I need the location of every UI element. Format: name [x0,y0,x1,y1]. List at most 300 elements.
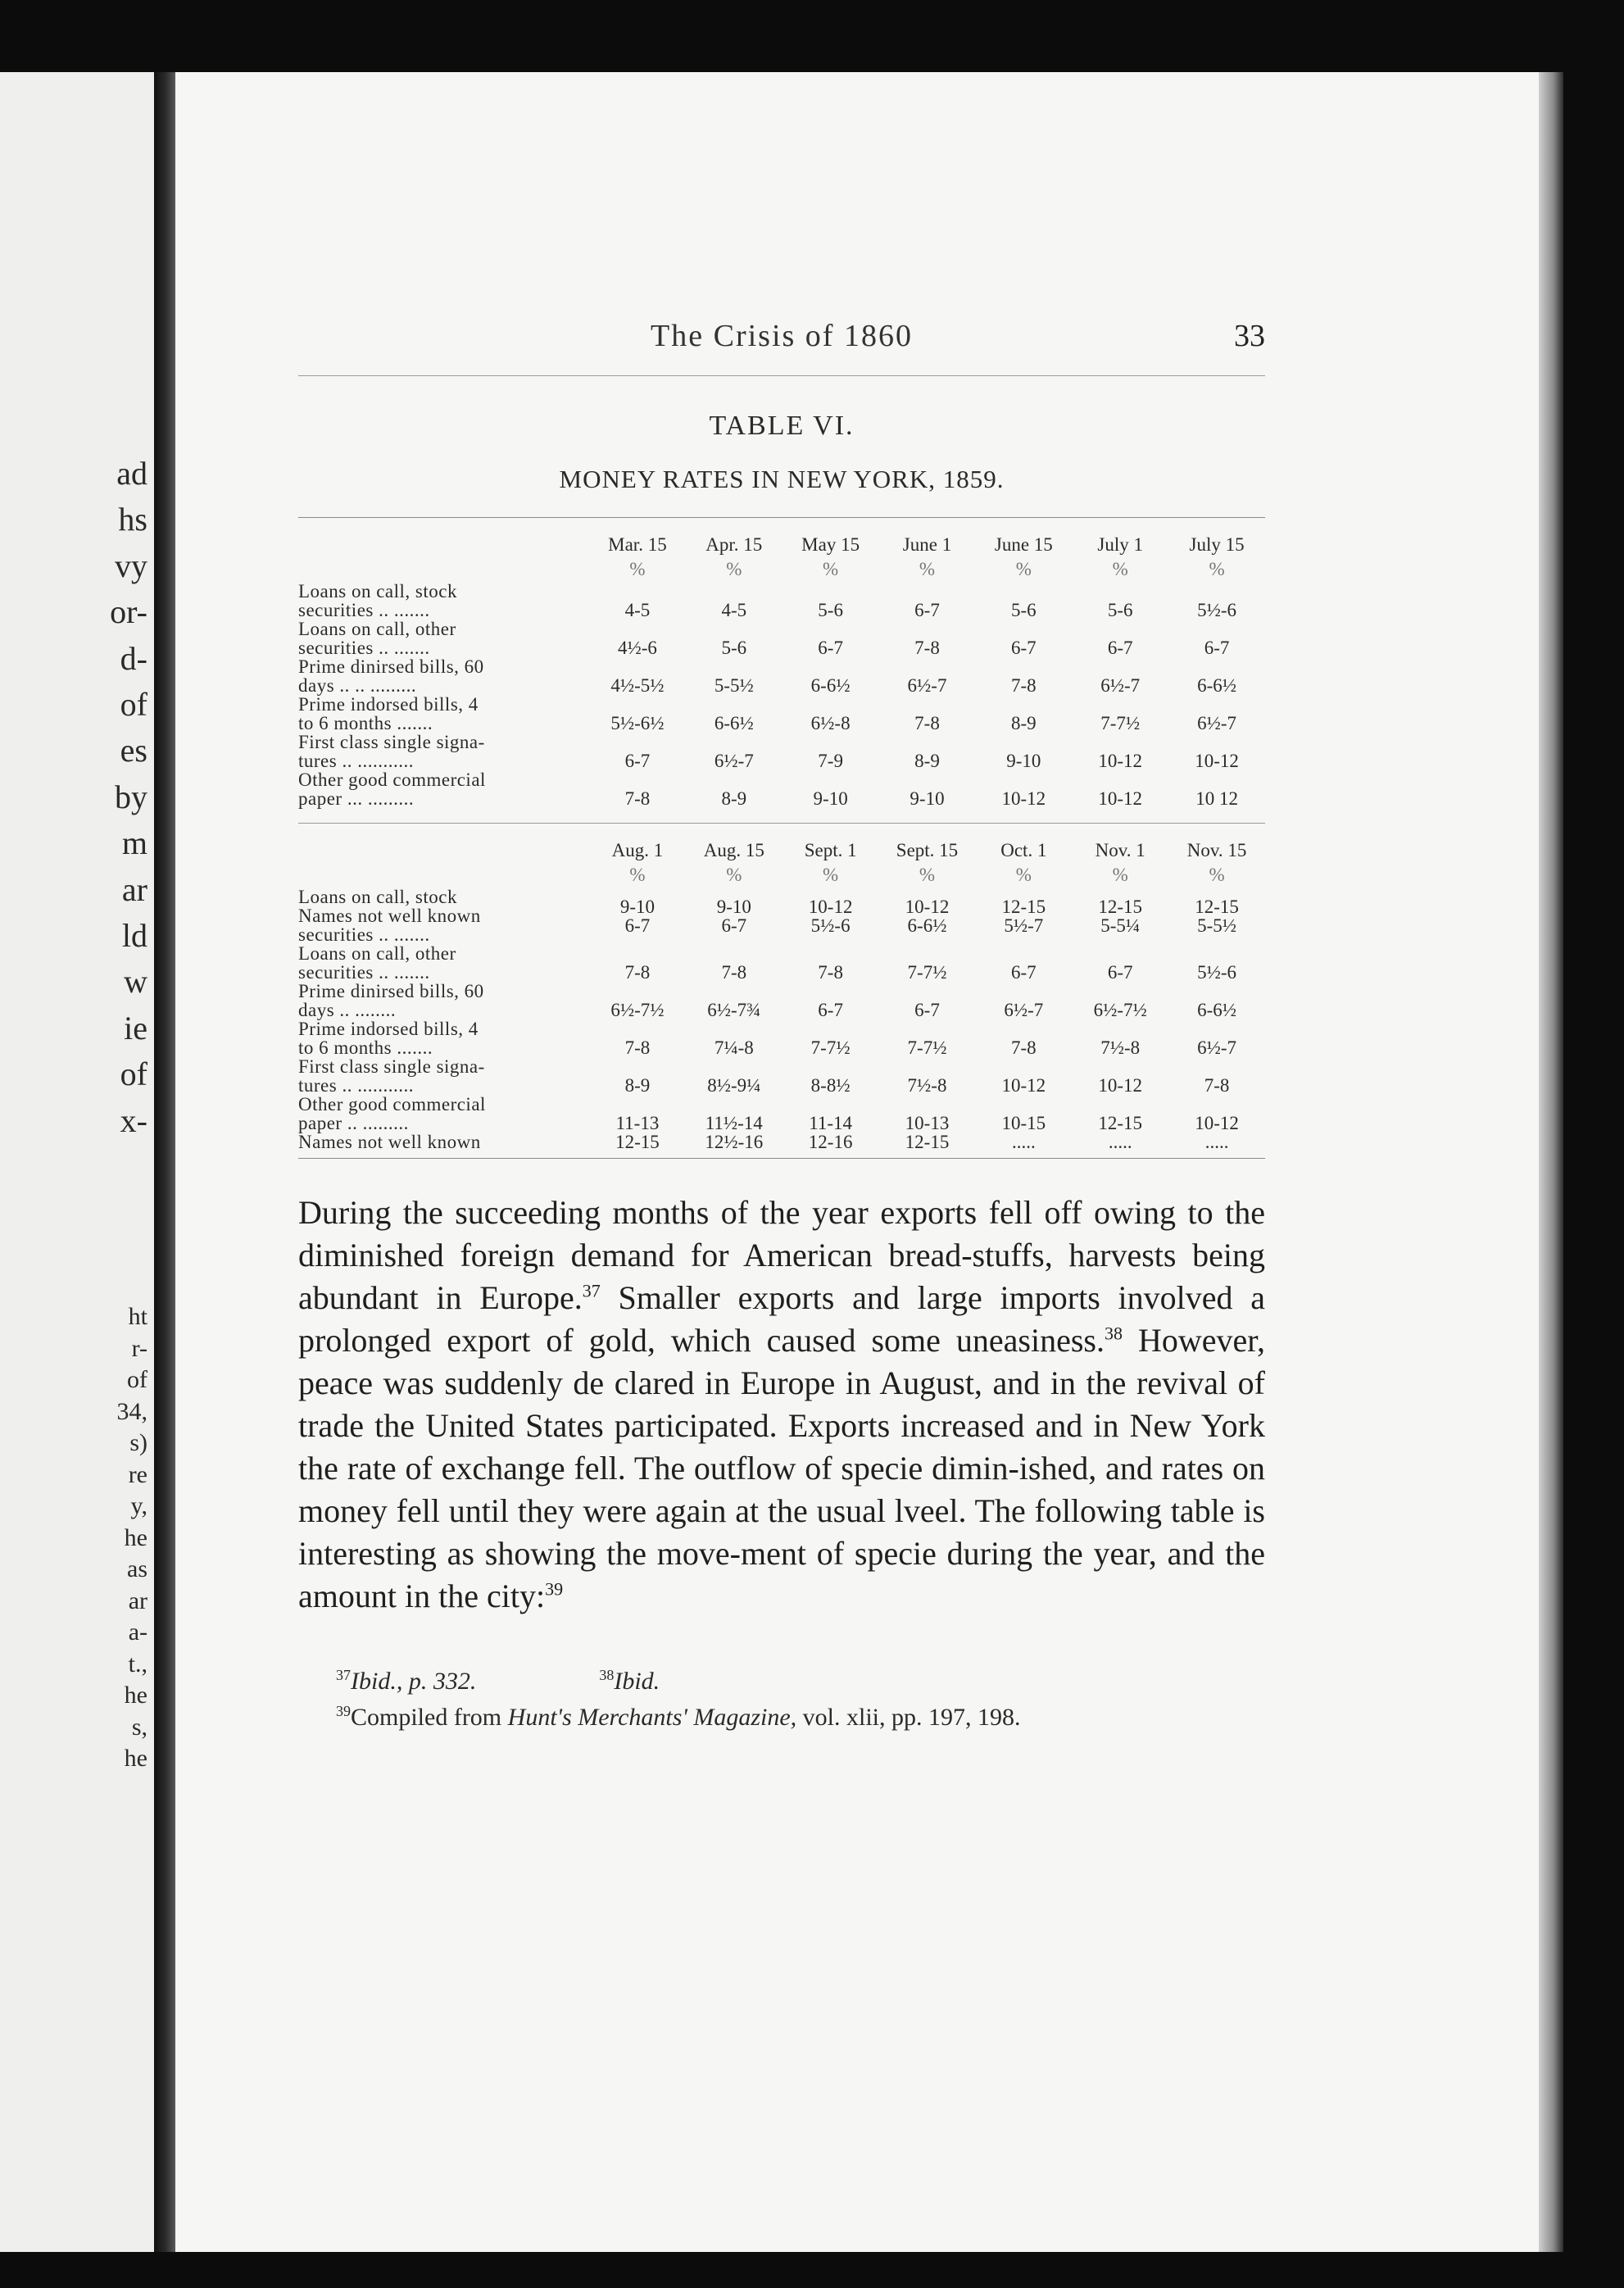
cell-value: 5½-7 [1004,915,1044,936]
table-cell [589,714,686,733]
table-cell [1072,1114,1168,1133]
cell-value: 6-7 [914,1000,940,1020]
cell-value: 5-5¼ [1100,915,1141,936]
table-cell [783,1001,879,1019]
column-header: Apr. 15 [705,534,763,555]
footnote-ref-37[interactable]: 37 [582,1280,601,1301]
left-page-fragment: t., [128,1650,147,1677]
unit-label: % [726,865,742,885]
cell-value: 7-8 [624,962,651,983]
cell-value: 5-6 [721,638,747,658]
table-title: TABLE VI. [709,411,855,441]
cell-value: 8-9 [1011,713,1037,733]
table-cell [783,638,879,657]
left-page-fragment: vy [115,547,147,584]
cell-value: ..... [1108,1132,1132,1152]
row-label-line: Names not well known [298,1132,481,1152]
unit-label: % [1209,559,1225,579]
left-page-fragments-bottom [0,1301,147,1775]
row-label-line: to 6 months ....... [298,713,433,733]
cell-value: 7-8 [818,962,843,983]
table-cell [1072,638,1168,657]
page-edge [1539,72,1563,2252]
cell-value: 11-13 [615,1113,660,1133]
table-cell [686,676,783,695]
table-cell [975,676,1072,695]
row-label [298,1019,589,1057]
body-text-part: Smaller exports and large imports involved a prolonged export of gold, which caused some uneasiness. [298,1279,1265,1359]
table-cell [589,638,686,657]
cell-value: 4-5 [624,600,651,620]
cell-value: 9-10 [910,788,945,809]
cell-value: 7½-8 [1100,1037,1141,1058]
footnote-39-rest: vol. xlii, pp. 197, 198. [796,1704,1021,1731]
table-cell [1168,897,1265,935]
table-cell [1072,1076,1168,1095]
table-cell [783,751,879,770]
table-cell [686,1076,783,1095]
cell-value: 6-7 [914,600,940,620]
column-header: Sept. 1 [804,840,857,860]
table-cell [1072,601,1168,620]
table-cell [1168,638,1265,657]
row-label-line: paper .. ......... [298,1113,409,1133]
column-header: Aug. 1 [611,840,664,860]
row-label-line: securities .. ....... [298,924,430,945]
table-cell [783,1114,879,1133]
cell-value: 7-7½ [907,962,947,983]
table-cell [783,789,879,808]
table-cell [879,789,976,808]
footnote-number: 38 [599,1667,615,1683]
table-cell [686,1038,783,1057]
table-cell [686,789,783,808]
table-cell [1168,1076,1265,1095]
cell-value: 5½-6½ [610,713,665,733]
footnote-37-text: Ibid., p. 332. [351,1668,477,1695]
table-cell [783,963,879,982]
cell-value: 10 12 [1195,788,1238,809]
column-header: July 1 [1097,534,1143,555]
cell-value: 8-8½ [810,1075,851,1096]
cell-value: 7-7½ [1100,713,1141,733]
unit-label: % [1015,865,1032,885]
footnote-ref-39[interactable]: 39 [545,1578,564,1600]
page-content [298,318,1265,1736]
cell-value: 10-12 [1195,751,1239,771]
row-label-line: Names not well known [298,906,481,926]
cell-value: 11-14 [809,1113,853,1133]
row-label [298,657,589,695]
table-cell [879,714,976,733]
footnote-38-text: Ibid. [614,1668,660,1695]
cell-value: 7-8 [1204,1075,1230,1096]
row-label-line: days .. .. ......... [298,675,417,696]
left-page-fragment: w [124,963,147,1001]
column-header: Mar. 15 [608,534,667,555]
cell-value: 4½-6 [617,638,657,658]
cell-value: 6-7 [721,915,747,936]
table-cell [975,1133,1072,1151]
table-cell [783,1038,879,1057]
table-cell [686,897,783,935]
left-page-fragment: y, [130,1492,147,1519]
table-cell [975,601,1072,620]
footnote-ref-38[interactable]: 38 [1104,1323,1123,1344]
table-cell [879,676,976,695]
left-page-fragment: ad [116,455,147,492]
table-cell [975,963,1072,982]
row-label-line: Prime dinirsed bills, 60 [298,981,484,1001]
left-page-fragment: hs [118,501,147,538]
cell-value: 8-9 [721,788,747,809]
table-cell [975,897,1072,935]
table-cell [879,601,976,620]
left-page-fragments-top [0,451,147,1144]
row-label-line: Loans on call, other [298,943,456,964]
cell-value: 6-7 [818,1000,843,1020]
left-page-fragment: as [127,1555,147,1582]
cell-value: 4½-5½ [610,675,665,696]
cell-value: 12-15 [1195,896,1239,917]
unit-label: % [726,559,742,579]
cell-value: 6-7 [624,751,651,771]
table-cell [1072,751,1168,770]
cell-value: 12½-16 [705,1132,764,1152]
table-cell [1168,601,1265,620]
row-label-line: tures .. ........... [298,751,414,771]
left-page-fragment: of [120,686,147,724]
cell-value: 7-7½ [810,1037,851,1058]
table-cell [1072,714,1168,733]
cell-value: 9-10 [716,896,751,917]
column-header: June 15 [994,534,1053,555]
cell-value: 12-15 [615,1132,660,1152]
row-label [298,695,589,733]
left-page-fragment: es [120,732,147,769]
table-cell [975,1038,1072,1057]
table-cell [879,1001,976,1019]
left-page-fragment: of [120,1055,147,1093]
table-cell [589,1076,686,1095]
row-label-line: securities .. ....... [298,638,430,658]
cell-value: 10-12 [1001,1075,1046,1096]
cell-value: 6-7 [1011,638,1037,658]
cell-value: 7-8 [721,962,747,983]
footnote-39-prefix: Compiled from [351,1704,508,1731]
left-page-fragment: 34, [116,1397,147,1425]
cell-value: 7-7½ [907,1037,947,1058]
table-cell [975,1076,1072,1095]
cell-value: 10-12 [905,896,950,917]
left-page-fragment: ht [128,1303,147,1330]
footnote-line [298,1700,1265,1736]
table-cell [589,963,686,982]
left-page-fragment: or- [110,593,147,631]
row-label-line: tures .. ........... [298,1075,414,1096]
running-title: The Crisis of 1860 [651,319,913,353]
left-page-fragment: he [124,1745,147,1772]
header-spacer [298,533,589,557]
cell-value: 6-7 [1107,638,1133,658]
header-spacer [298,838,589,863]
table-cell [783,897,879,935]
cell-value: 6-6½ [714,713,754,733]
body-text-part: During the succeeding months of the year exports fell off owing to the diminished foreign demand for American bread-stuffs, harvests being abundant in Europe. [298,1194,1265,1316]
table-cell [1168,751,1265,770]
table-subtitle: MONEY RATES IN NEW YORK, 1859. [559,465,1005,493]
table-cell [975,1114,1072,1133]
table-cell [686,714,783,733]
row-label-line: Loans on call, stock [298,887,457,907]
cell-value: 10-13 [905,1113,950,1133]
row-label-line: Loans on call, other [298,619,456,639]
footnote-number: 37 [336,1667,351,1683]
cell-value: 6½-7 [714,751,754,771]
cell-value: 6-7 [624,915,651,936]
table-cell [1168,1133,1265,1151]
row-label-line: securities .. ....... [298,962,430,983]
cell-value: 6½-7 [1197,713,1237,733]
table-cell [589,1038,686,1057]
cell-value: 9-10 [619,896,655,917]
cell-value: ..... [1011,1132,1036,1152]
table-cell [879,963,976,982]
cell-value: 12-16 [808,1132,853,1152]
table-cell [879,1133,976,1151]
table-cell [879,1114,976,1133]
table-cell [975,751,1072,770]
row-label-line: Prime indorsed bills, 4 [298,1019,479,1039]
cell-value: 12-15 [1098,896,1143,917]
table-cell [975,714,1072,733]
cell-value: 5-6 [818,600,843,620]
table-cell [1168,1114,1265,1133]
left-page-fragment: by [115,778,147,815]
table-cell [1168,789,1265,808]
unit-label: % [1015,559,1032,579]
left-page-fragment: d- [120,639,147,677]
table-cell [879,638,976,657]
cell-value: 10-12 [1098,788,1143,809]
left-page-fragment: a- [128,1618,147,1646]
cell-value: 5-6 [1107,600,1133,620]
table-bottom-rule [298,1158,1265,1159]
column-header: June 1 [902,534,952,555]
cell-value: 6½-7 [1197,1037,1237,1058]
cell-value: 5½-6 [1197,962,1237,983]
cell-value: 4-5 [721,600,747,620]
cell-value: 7-8 [914,638,940,658]
table-cell [589,601,686,620]
row-label-line: securities .. ....... [298,600,430,620]
table-cell [1168,714,1265,733]
unit-label: % [823,865,839,885]
row-label [298,620,589,657]
table-grid [298,533,1265,808]
row-label [298,944,589,982]
left-page-fragment: x- [120,1101,147,1139]
table-cell [879,751,976,770]
table-cell [879,1076,976,1095]
table-cell [686,963,783,982]
table-cell [1072,897,1168,935]
row-label-line: Loans on call, stock [298,581,457,602]
row-label-line: days .. ........ [298,1000,397,1020]
table-cell [686,1133,783,1151]
row-label [298,770,589,808]
table-cell [589,1133,686,1151]
cell-value: 6-7 [818,638,843,658]
footnote-line [298,1664,1265,1700]
table-cell [879,1038,976,1057]
left-page-fragment: ie [124,1009,147,1046]
table-cell [589,751,686,770]
left-page-fragment: he [124,1682,147,1709]
left-page-fragment: ar [121,870,147,908]
cell-value: 6-6½ [1197,675,1237,696]
table-cell [1072,676,1168,695]
cell-value: 5-5½ [1197,915,1237,936]
table-cell [686,1114,783,1133]
table-cell [589,897,686,935]
table-cell [783,714,879,733]
row-label [298,982,589,1019]
cell-value: 12-15 [1098,1113,1143,1133]
left-page-fragment: s) [129,1429,147,1456]
table-cell [1072,1001,1168,1019]
cell-value: ..... [1204,1132,1229,1152]
cell-value: 10-12 [1195,1113,1239,1133]
cell-value: 10-12 [1098,1075,1143,1096]
cell-value: 5½-6 [1197,600,1237,620]
unit-label: % [629,865,646,885]
row-label-line: First class single signa- [298,732,485,752]
unit-label: % [1112,865,1128,885]
cell-value: 5-6 [1011,600,1037,620]
cell-value: 8½-9¼ [707,1075,761,1096]
body-text-part: However, peace was suddenly de clared in Europe in August, and in the revival of trade the United States participated. Exports increased and in New York the rate of exchange fell. The outflow of specie dimin-ished, and rates on money fell until they were again at the usual lveel. The following table is interesting as showing the move-ment of specie during the year, and the amount in the city: [298,1322,1265,1614]
cell-value: 10-12 [1001,788,1046,809]
cell-value: 5-5½ [714,675,754,696]
column-header: May 15 [801,534,860,555]
table-cell [1072,789,1168,808]
row-label-line: First class single signa- [298,1056,485,1077]
row-label [298,1133,589,1151]
cell-value: 6½-7 [907,675,947,696]
left-page [0,72,154,2252]
left-page-fragment: s, [131,1713,147,1741]
cell-value: 10-12 [1098,751,1143,771]
table-cell [783,1133,879,1151]
cell-value: 6½-7 [1004,1000,1044,1020]
column-header: Sept. 15 [896,840,959,860]
cell-value: 7¼-8 [714,1037,754,1058]
row-label-line: to 6 months ....... [298,1037,433,1058]
table-cell [1168,1001,1265,1019]
column-header: Nov. 1 [1095,840,1145,860]
cell-value: 12-15 [1001,896,1046,917]
column-header: Nov. 15 [1186,840,1247,860]
unit-label: % [629,559,646,579]
page [175,72,1539,2252]
cell-value: 7-8 [914,713,940,733]
table-cell [975,638,1072,657]
cell-value: 6-7 [1107,962,1133,983]
row-label-line: Prime indorsed bills, 4 [298,694,479,715]
cell-value: 6-6½ [810,675,851,696]
left-page-fragment: m [121,824,147,862]
table-cell [783,1076,879,1095]
cell-value: 6½-7½ [610,1000,665,1020]
cell-value: 11½-14 [705,1113,763,1133]
cell-value: 6½-7½ [1093,1000,1147,1020]
cell-value: 10-15 [1001,1113,1046,1133]
footnotes [298,1664,1265,1736]
cell-value: 6-7 [1204,638,1230,658]
footnote-39-title: Hunt's Merchants' Magazine, [507,1704,797,1731]
money-rates-table-second-half [298,823,1265,1151]
body-paragraph [298,1192,1265,1618]
table-cell [783,601,879,620]
row-label-line: Other good commercial [298,769,486,790]
cell-value: 6½-8 [810,713,851,733]
unit-spacer [298,557,589,582]
cell-value: 7-9 [818,751,843,771]
column-header: Aug. 15 [703,840,764,860]
unit-label: % [919,559,936,579]
left-page-fragment: r- [131,1334,147,1362]
cell-value: 6½-7 [1100,675,1141,696]
table-cell [686,1001,783,1019]
table-cell [589,1114,686,1133]
cell-value: 7-8 [1011,1037,1037,1058]
footnote-number: 39 [336,1703,351,1719]
cell-value: 12-15 [905,1132,950,1152]
unit-spacer [298,863,589,888]
cell-value: 5½-6 [810,915,851,936]
cell-value: 8-9 [624,1075,651,1096]
cell-value: 7-8 [624,1037,651,1058]
table-grid [298,838,1265,1151]
table-cell [1072,1133,1168,1151]
cell-value: 7-8 [1011,675,1037,696]
table-cell [1168,676,1265,695]
table-cell [686,751,783,770]
cell-value: 7-8 [624,788,651,809]
page-number: 33 [1234,319,1265,353]
running-head [298,318,1265,376]
cell-value: 9-10 [813,788,848,809]
table-cell [879,897,976,935]
row-label [298,582,589,620]
row-label-line: paper ... ......... [298,788,415,809]
table-cell [975,789,1072,808]
left-page-fragment: of [127,1366,147,1393]
table-cell [589,1001,686,1019]
row-label-line: Other good commercial [298,1094,486,1114]
table-cell [975,1001,1072,1019]
table-cell [1072,963,1168,982]
book-spine [154,72,175,2252]
row-label [298,1057,589,1095]
cell-value: 8-9 [914,751,940,771]
unit-label: % [1112,559,1128,579]
cell-value: 6-6½ [907,915,947,936]
left-page-fragment: ld [121,917,147,955]
table-cell [589,676,686,695]
unit-label: % [1209,865,1225,885]
